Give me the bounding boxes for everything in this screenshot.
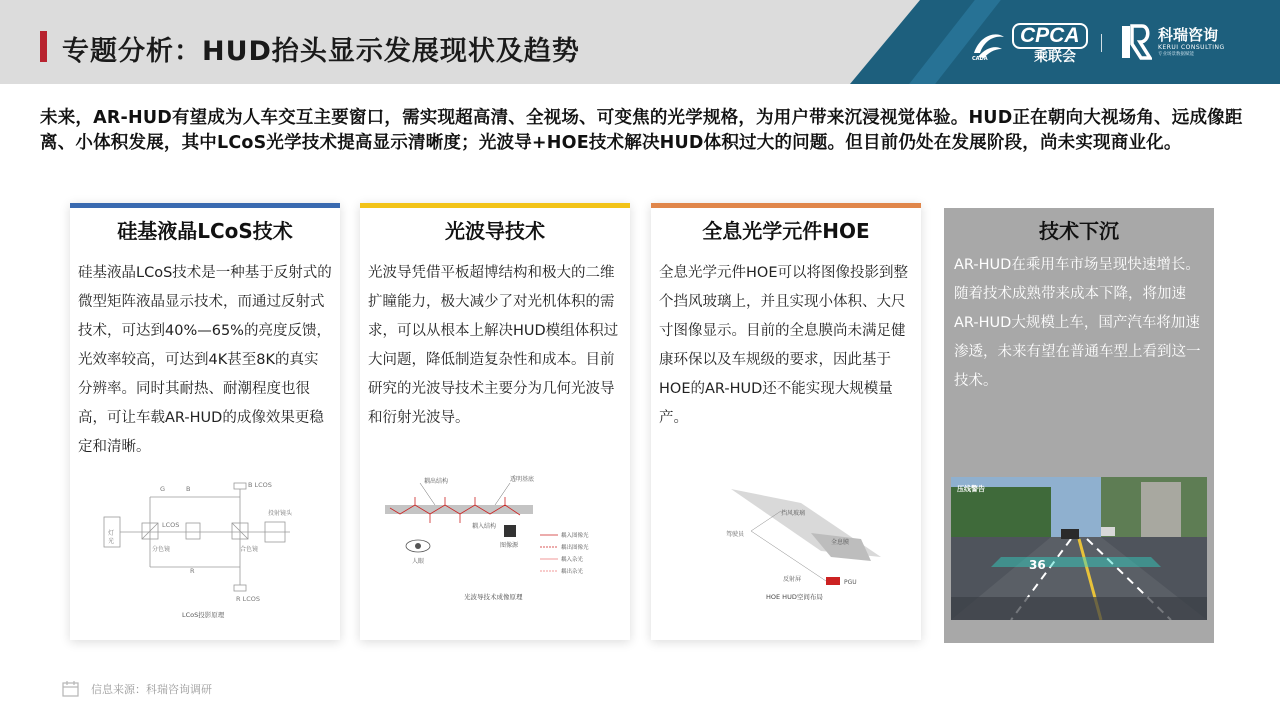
lcos-label-g: G: [160, 485, 166, 493]
calendar-icon: [62, 680, 79, 697]
title-accent-bar: [40, 31, 47, 62]
card-topbar: [360, 203, 630, 208]
ar-hud-road-photo: [951, 477, 1207, 620]
intro-paragraph: 未来，AR-HUD有望成为人车交互主要窗口，需实现超高清、全视场、可变焦的光学规格，为用户带来沉浸视觉体验。HUD正在朝向大视场角、远成像距离、小体积发展，其中LCoS光学技术提高显示清晰度；光波导+HOE技术解决HUD体积过大的问题。但目前仍处在发展阶段，尚未实现商业化。: [40, 108, 1243, 153]
hoe-caption: HOE HUD空间布局: [766, 593, 823, 601]
wg-legend-0: 耦入图像光: [561, 533, 589, 539]
hoe-label-pgu: PGU: [844, 579, 857, 586]
card-waveguide: [360, 203, 630, 640]
kerui-mark-icon: [1118, 22, 1152, 62]
lcos-label-b-lcos: B LCOS: [248, 481, 272, 489]
lcos-label-b: B: [186, 485, 191, 493]
svg-text:灯: 灯: [108, 530, 115, 537]
card-body: AR-HUD在乘用车市场呈现快速增长。随着技术成熟带来成本下降，将加速AR-HUD大规模上车，国产汽车将加速渗透，未来有望在普通车型上看到这一技术。: [954, 257, 1201, 389]
cpca-logo-text: CPCA: [1012, 23, 1088, 49]
card-title: 全息光学元件HOE: [702, 219, 870, 243]
lcos-label-combiner: 合色镜: [240, 546, 259, 553]
cpca-logo: [970, 24, 1088, 64]
photo-hud-speed: 36: [1029, 558, 1046, 572]
card-hoe: [651, 203, 921, 640]
card-title: 光波导技术: [445, 219, 545, 243]
wg-legend-2: 耦入杂光: [561, 557, 584, 563]
lcos-label-splitter: 分色镜: [152, 546, 171, 553]
source-text: 信息来源：科瑞咨询调研: [91, 682, 212, 696]
wg-legend-1: 耦出图像光: [561, 545, 589, 551]
footer-source: [62, 680, 212, 697]
card-topbar: [70, 203, 340, 208]
lcos-label-lcos: LCOS: [162, 521, 180, 529]
page-title: 专题分析：HUD抬头显示发展现状及趋势: [62, 36, 580, 67]
kerui-logo-cn: 科瑞咨询: [1158, 26, 1219, 44]
lcos-caption: LCoS投影原理: [182, 611, 225, 619]
card-body: 全息光学元件HOE可以将图像投影到整个挡风玻璃上，并且实现小体积、大尺寸图像显示。目前的全息膜尚未满足健康环保以及车规级的要求，因此基于HOE的AR-HUD还不能实现大规模量产。: [659, 265, 908, 426]
lcos-label-r-lcos: R LCOS: [236, 595, 260, 603]
lcos-label-r: R: [190, 567, 195, 575]
card-title: 硅基液晶LCoS技术: [117, 219, 293, 243]
cpca-logo-cn: 乘联会: [1034, 49, 1076, 65]
card-body: 硅基液晶LCoS技术是一种基于反射式的微型矩阵液晶显示技术，而通过反射式技术，可达到40%—65%的亮度反馈，光效率较高，可达到4K甚至8K的真实分辨率。同时其耐热、耐潮程度也很高，可让车载AR-HUD的成像效果更稳定和清晰。: [78, 265, 332, 455]
photo-hud-tag: 压线警告: [957, 485, 985, 493]
svg-text:光: 光: [108, 538, 115, 545]
header-band: [0, 0, 1280, 84]
cpca-swirl-icon: [970, 27, 1008, 61]
wg-label-out: 耦出结构: [424, 478, 449, 485]
hoe-label-holo-film: 全息膜: [831, 539, 850, 546]
card-lcos: [70, 203, 340, 640]
hoe-label-windshield: 挡风玻璃: [781, 510, 806, 517]
waveguide-diagram: [380, 475, 610, 610]
card-tech-sinking: [944, 208, 1214, 643]
wg-label-eye: 人眼: [412, 558, 425, 565]
hoe-label-reflector: 反射屏: [783, 576, 802, 583]
wg-legend-3: 耦出杂光: [561, 569, 584, 575]
kerui-logo-en: KERUI CONSULTING: [1158, 44, 1225, 51]
wg-caption: 光波导技术成像原理: [464, 593, 523, 601]
svg-text:CADA: CADA: [972, 56, 988, 61]
card-topbar: [651, 203, 921, 208]
lcos-diagram: [90, 475, 320, 625]
lcos-label-projector: 投射镜头: [268, 510, 293, 517]
hoe-label-driver: 驾驶员: [726, 531, 745, 538]
kerui-logo: [1118, 22, 1225, 62]
wg-label-substrate: 透明基底: [510, 476, 535, 483]
kerui-logo-sub: 专业场景数据赋能: [1158, 52, 1194, 57]
card-title: 技术下沉: [1039, 219, 1119, 243]
wg-label-in: 耦入结构: [472, 523, 497, 530]
logo-divider: [1101, 34, 1102, 52]
card-body: 光波导凭借平板超博结构和极大的二维扩瞳能力，极大减少了对光机体积的需求，可以从根本上解决HUD模组体积过大问题，降低制造复杂性和成本。目前研究的光波导技术主要分为几何光波导和衍射光波导。: [368, 265, 619, 426]
hoe-diagram: [671, 481, 901, 611]
wg-label-source: 图像源: [500, 542, 519, 549]
